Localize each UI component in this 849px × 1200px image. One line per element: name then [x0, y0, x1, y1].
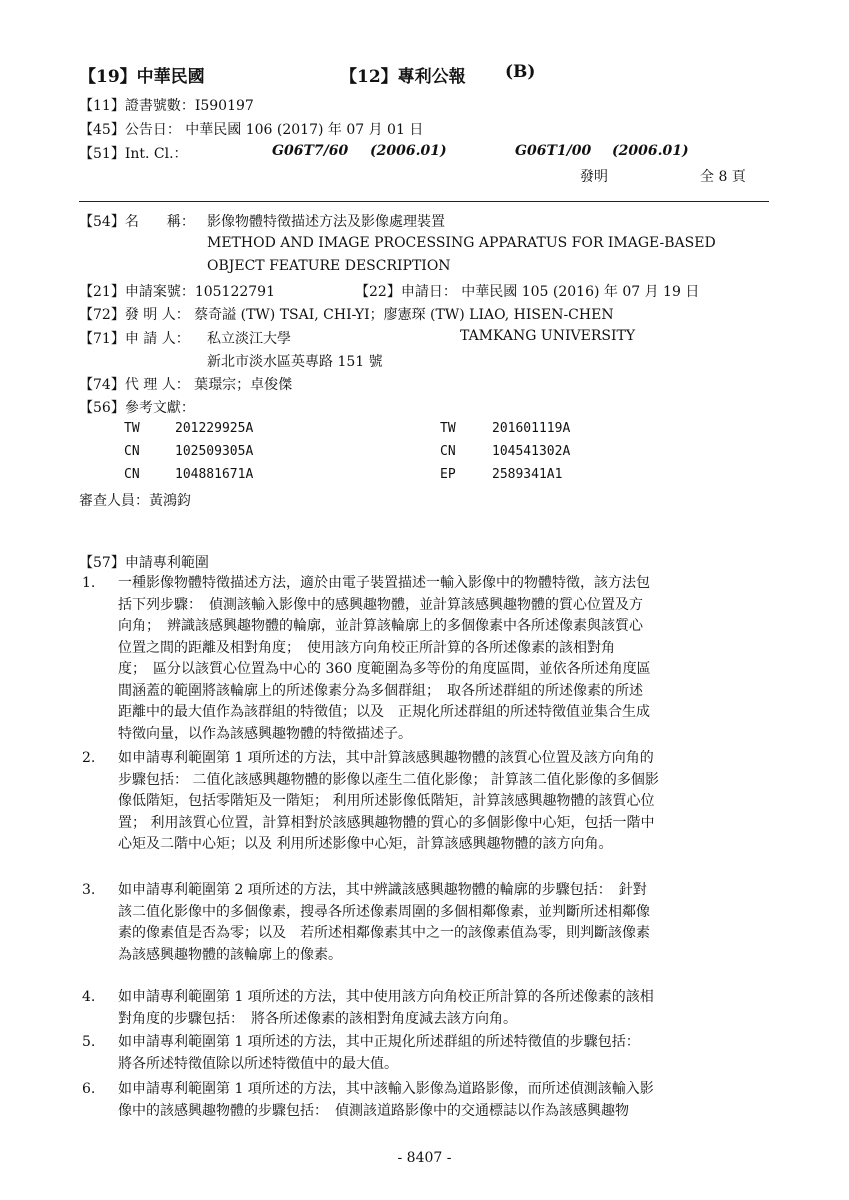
claim-line: 將各所述特徵值除以所述特徵值中的最大值。 — [118, 1055, 398, 1072]
reference-country: EP — [440, 467, 456, 482]
claim-line: 度； 區分以該質心位置為中心的 360 度範圍為多等份的角度區間，並依各所述角度區 — [118, 661, 651, 677]
claim-line: 距離中的最大值作為該群組的特徵值；以及 正規化所述群組的所述特徵值並集合生成 — [118, 704, 650, 720]
claim-line: 如申請專利範圍第 1 項所述的方法，其中正規化所述群組的所述特徵值的步驟包括： — [118, 1034, 640, 1050]
examiner: 審查人員：黃鴻鈞 — [79, 493, 191, 509]
publication-date: 【45】公告日： 中華民國 106 (2017) 年 07 月 01 日 — [79, 122, 424, 138]
page-number: - 8407 - — [397, 1150, 452, 1166]
title-english-line-1: METHOD AND IMAGE PROCESSING APPARATUS FOR IMAGE-BASED — [207, 235, 716, 251]
reference-number: 2589341A1 — [492, 467, 563, 482]
page-count: 全 8 頁 — [700, 169, 746, 185]
claim-line: 步驟包括： 二值化該感興趣物體的影像以產生二值化影像； 計算該二值化影像的多個影 — [118, 771, 659, 788]
applicant-name-chinese: 私立淡江大學 — [207, 331, 291, 347]
claim-line: 心矩及二階中心矩；以及 利用所述影像中心矩，計算該感興趣物體的該方向角。 — [118, 836, 613, 852]
claim-number: 3. — [82, 882, 96, 898]
application-date: 【22】申請日： 中華民國 105 (2016) 年 07 月 19 日 — [355, 284, 700, 300]
claim-number: 5. — [82, 1034, 96, 1050]
application-number: 【21】申請案號：105122791 — [79, 284, 275, 300]
claim-line: 素的像素值是否為零；以及 若所述相鄰像素其中之一的該像素值為零，則判斷該像素 — [118, 925, 650, 941]
claim-number: 6. — [82, 1081, 96, 1097]
title-label: 【54】名 稱： — [79, 214, 195, 230]
claim-line: 像中的該感興趣物體的步驟包括： 偵測該道路影像中的交通標誌以作為該感興趣物 — [118, 1102, 629, 1119]
claim-number: 1. — [82, 575, 96, 591]
reference-country: CN — [124, 467, 140, 482]
claim-5 — [82, 1032, 772, 1075]
inventors: 【72】發 明 人： 蔡奇謚 (TW) TSAI, CHI-YI；廖憲琛 (TW) LIAO, HISEN-CHEN — [79, 307, 614, 323]
claim-3 — [82, 880, 772, 966]
header-divider — [79, 201, 769, 202]
document-type: 【12】專利公報 — [340, 67, 466, 87]
reference-country: CN — [440, 444, 456, 459]
claim-line: 如申請專利範圍第 1 項所述的方法，其中該輸入影像為道路影像，而所述偵測該輸入影 — [118, 1081, 654, 1097]
claim-line: 如申請專利範圍第 2 項所述的方法，其中辨識該感興趣物體的輪廓的步驟包括： 針對 — [118, 882, 647, 898]
int-cl-version-1: (2006.01) — [370, 143, 447, 159]
int-cl-version-2: (2006.01) — [612, 143, 689, 159]
claim-2 — [82, 748, 772, 856]
office-label: 【19】中華民國 — [79, 67, 205, 87]
claim-6 — [82, 1079, 772, 1122]
claim-line: 間涵蓋的範圍將該輪廓上的所述像素分為多個群組； 取各所述群組的所述像素的所述 — [118, 682, 643, 699]
claim-line: 對角度的步驟包括： 將各所述像素的該相對角度減去該方向角。 — [118, 1010, 517, 1027]
claim-1 — [82, 573, 772, 745]
claim-line: 位置之間的距離及相對角度； 使用該方向角校正所計算的各所述像素的該相對角 — [118, 639, 615, 656]
claim-line: 向角； 辨識該感興趣物體的輪廓，並計算該輪廓上的多個像素中各所述像素與該質心 — [118, 618, 643, 634]
applicant-address: 新北市淡水區英專路 151 號 — [207, 354, 383, 370]
int-cl-code-2: G06T1/00 — [515, 143, 592, 159]
reference-country: CN — [124, 444, 140, 459]
reference-number: 201601119A — [492, 421, 571, 436]
int-cl-code-1: G06T7/60 — [272, 143, 349, 159]
claim-line: 置； 利用該質心位置，計算相對於該感興趣物體的質心的多個影像中心矩，包括一階中 — [118, 814, 655, 831]
claim-4 — [82, 987, 772, 1030]
claim-line: 特徵向量，以作為該感興趣物體的特徵描述子。 — [118, 725, 412, 742]
reference-number: 102509305A — [175, 444, 254, 459]
int-cl-label: 【51】Int. Cl.： — [79, 146, 188, 162]
kind-code: (B) — [505, 62, 536, 82]
applicant-name-english: TAMKANG UNIVERSITY — [460, 328, 636, 344]
title-english-line-2: OBJECT FEATURE DESCRIPTION — [207, 258, 451, 274]
certificate-number: 【11】證書號數：I590197 — [79, 98, 254, 114]
claim-line: 如申請專利範圍第 1 項所述的方法，其中計算該感興趣物體的該質心位置及該方向角的 — [118, 750, 654, 766]
claim-line: 如申請專利範圍第 1 項所述的方法，其中使用該方向角校正所計算的各所述像素的該相 — [118, 989, 654, 1005]
reference-number: 104881671A — [175, 467, 254, 482]
applicant-label: 【71】申 請 人： — [79, 331, 190, 347]
claims-heading: 【57】申請專利範圍 — [79, 555, 209, 571]
claim-line: 一種影像物體特徵描述方法，適於由電子裝置描述一輸入影像中的物體特徵，該方法包 — [118, 575, 650, 591]
reference-number: 104541302A — [492, 444, 571, 459]
claim-line: 為該感興趣物體的該輪廓上的像素。 — [118, 946, 342, 963]
reference-country: TW — [124, 421, 140, 436]
patent-agent: 【74】代 理 人： 葉璟宗；卓俊傑 — [79, 377, 293, 393]
references-label: 【56】參考文獻： — [79, 400, 195, 416]
patent-category: 發明 — [580, 169, 608, 185]
claim-number: 4. — [82, 989, 96, 1005]
title-chinese: 影像物體特徵描述方法及影像處理裝置 — [207, 214, 445, 230]
claim-line: 該二值化影像中的多個像素，搜尋各所述像素周圍的多個相鄰像素，並判斷所述相鄰像 — [118, 903, 650, 920]
reference-country: TW — [440, 421, 456, 436]
claim-line: 像低階矩，包括零階矩及一階矩； 利用所述影像低階矩，計算該感興趣物體的該質心位 — [118, 793, 655, 809]
claim-number: 2. — [82, 750, 96, 766]
reference-number: 201229925A — [175, 421, 254, 436]
claim-line: 括下列步驟： 偵測該輸入影像中的感興趣物體，並計算該感興趣物體的質心位置及方 — [118, 596, 643, 613]
